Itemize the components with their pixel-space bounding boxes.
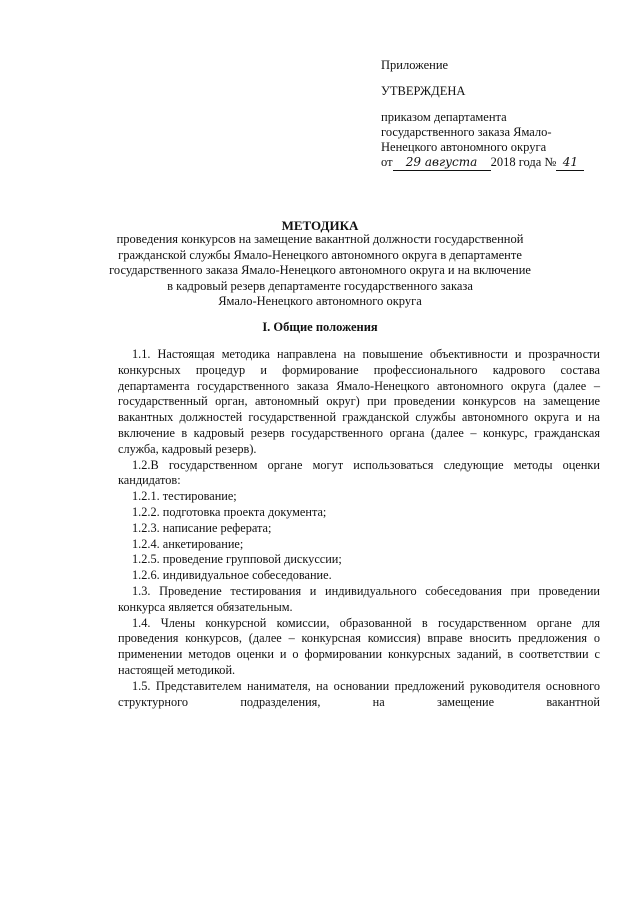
order-line-2: государственного заказа Ямало-	[381, 125, 552, 139]
paragraph-1-2: 1.2.В государственном органе могут использоваться следующие методы оценки кандидатов:	[118, 457, 600, 488]
order-line-1: приказом департамента	[381, 110, 507, 124]
handwritten-number: 41	[556, 155, 584, 171]
method-item: 1.2.2. подготовка проекта документа;	[132, 504, 327, 519]
method-item: 1.2.6. индивидуальное собеседование.	[132, 568, 332, 583]
approved-label: УТВЕРЖДЕНА	[381, 84, 466, 98]
order-line-3: Ненецкого автономного округа	[381, 140, 547, 154]
paragraph-1-3: 1.3. Проведение тестирования и индивидуального собеседования при проведении конкурса является обязательным.	[118, 583, 600, 614]
paragraph-1-5: 1.5. Представителем нанимателя, на основании предложений руководителя основного структурного подразделения, на замещение вакантной	[118, 678, 600, 709]
section-heading: I. Общие положения	[262, 320, 378, 334]
subtitle-line: гражданской службы Ямало-Ненецкого автономного округа в департаменте	[118, 247, 522, 262]
method-item: 1.2.4. анкетирование;	[132, 536, 244, 551]
from-prefix: от	[381, 155, 393, 169]
document-body	[118, 347, 600, 710]
paragraph-1-4: 1.4. Члены конкурсной комиссии, образованной в государственном органе для проведения конкурсов, (далее – конкурсная комиссия) вправе вносить предложения о применении методов оценки и о формировании конкурсных заданий, в соответствии с настоящей методикой.	[118, 615, 600, 677]
subtitle-line: Ямало-Ненецкого автономного округа	[218, 294, 422, 309]
subtitle-line: в кадровый резерв департаменте государственного заказа	[167, 278, 473, 293]
document-title: МЕТОДИКА	[281, 218, 359, 233]
handwritten-date: 29 августа	[393, 155, 491, 171]
paragraph-1-1: 1.1. Настоящая методика направлена на повышение объективности и прозрачности конкурсных процедур и формирование профессионального кадрового состава департамента государственного заказа Ямало-Ненецкого автономного округа (далее – государственный орган, автономный округ) при проведении конкурсов на замещение вакантных должностей государственной гражданской службы автономного округа и на включение в кадровый резерв государственного органа (далее – конкурс, гражданская служба, кадровый резерв).	[118, 347, 600, 456]
subtitle-line: проведения конкурсов на замещение вакантной должности государственной	[116, 232, 524, 246]
year-suffix: 2018 года №	[490, 155, 557, 169]
method-item: 1.2.3. написание реферата;	[132, 520, 272, 535]
appendix-label: Приложение	[381, 58, 449, 72]
subtitle-line: государственного заказа Ямало-Ненецкого автономного округа и на включение	[109, 263, 531, 278]
document-subtitle	[90, 232, 550, 310]
method-item: 1.2.5. проведение групповой дискуссии;	[132, 552, 342, 567]
method-item: 1.2.1. тестирование;	[132, 489, 237, 504]
approval-block	[381, 58, 621, 171]
order-date-line	[381, 155, 621, 171]
